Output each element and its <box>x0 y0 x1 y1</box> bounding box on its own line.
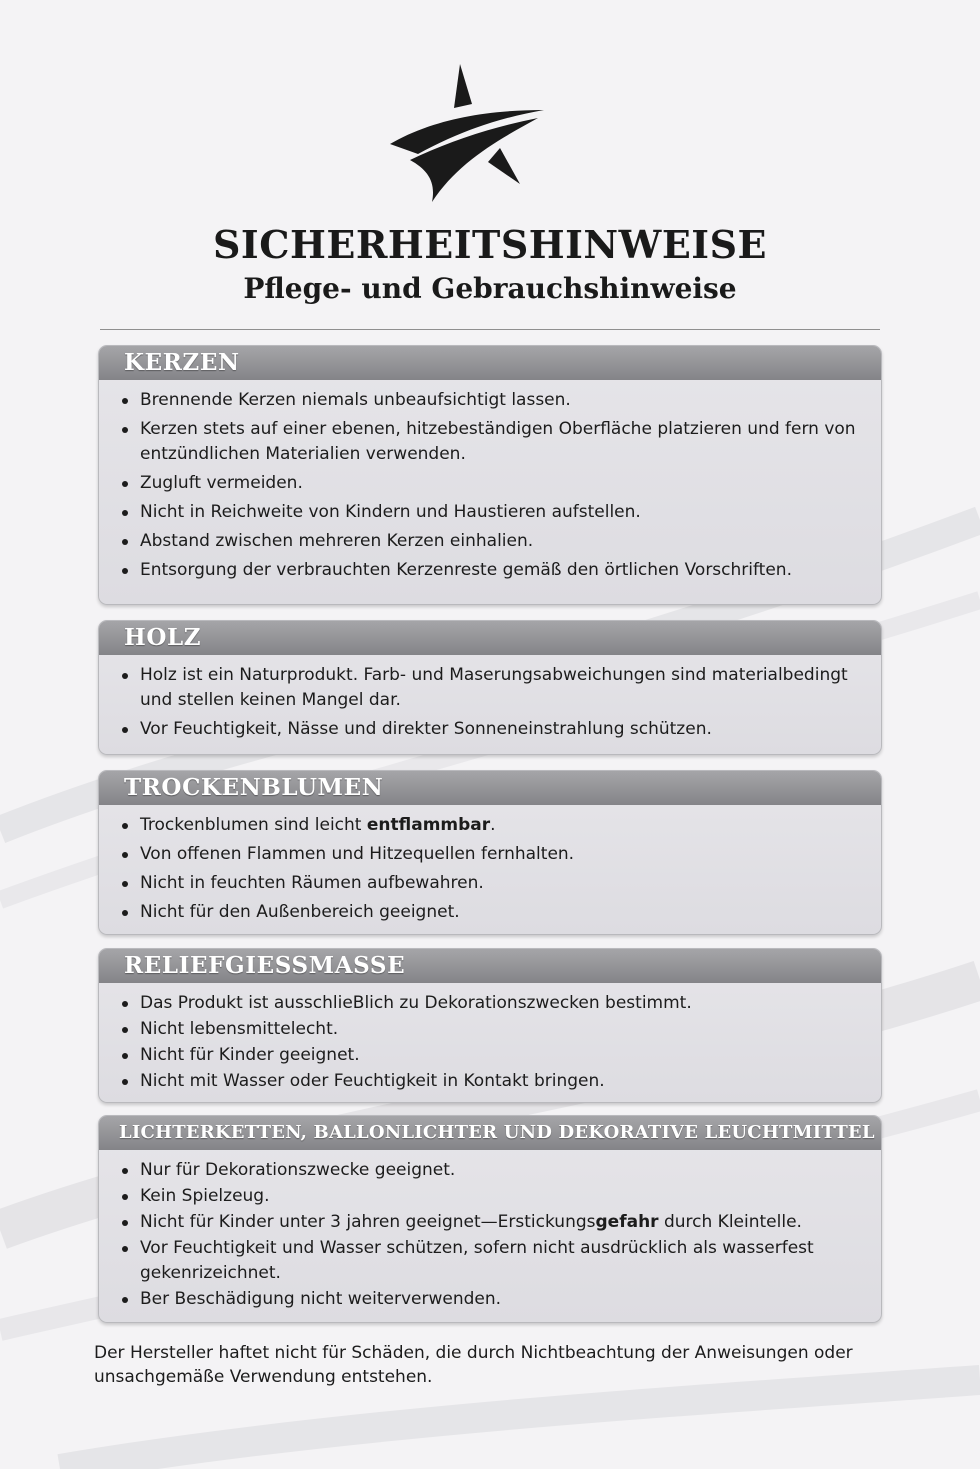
list-item: Holz ist ein Naturprodukt. Farb- und Maserungsabweichungen sind materialbedingt und stellen keinen Mangel dar. <box>140 663 861 713</box>
section-kerzen <box>98 345 882 605</box>
lichter-list <box>99 1150 881 1312</box>
section-heading: LICHTERKETTEN, BALLONLICHTER UND DEKORATIVE LEUCHTMITTEL <box>99 1116 881 1150</box>
page-title: SICHERHEITSHINWEISE <box>212 222 767 267</box>
list-item: Zugluft vermeiden. <box>140 471 861 496</box>
star-swoosh-logo <box>388 62 548 210</box>
section-heading: RELIEFGIESSMASSE <box>99 949 881 983</box>
section-heading: KERZEN <box>99 346 881 380</box>
section-reliefgiessmasse <box>98 948 882 1103</box>
list-item: Ber Beschädigung nicht weiterverwenden. <box>140 1287 861 1312</box>
list-item: Kein Spielzeug. <box>140 1184 861 1209</box>
list-item <box>140 813 861 838</box>
liability-disclaimer: Der Hersteller haftet nicht für Schäden, die durch Nichtbeachtung der Anweisungen oder unsachgemäße Verwendung entstehen. <box>94 1343 853 1387</box>
list-item: Vor Feuchtigkeit und Wasser schützen, sofern nicht ausdrücklich als wasserfest gekenrizeichnet. <box>140 1236 861 1286</box>
list-item: Abstand zwischen mehreren Kerzen einhalien. <box>140 529 861 554</box>
item-text: Nicht für Kinder unter 3 jahren geeignet—Erstickungs <box>140 1212 596 1232</box>
list-item: Nicht in feuchten Räumen aufbewahren. <box>140 871 861 896</box>
kerzen-list <box>99 380 881 583</box>
item-text: durch Kleintelle. <box>658 1212 802 1232</box>
list-item: Das Produkt ist ausschlieBlich zu Dekorationszwecken bestimmt. <box>140 991 861 1016</box>
section-lichterketten <box>98 1115 882 1323</box>
list-item: Nur für Dekorationszwecke geeignet. <box>140 1158 861 1183</box>
list-item: Nicht für den Außenbereich geeignet. <box>140 900 861 925</box>
list-item: Nicht in Reichweite von Kindern und Haustieren aufstellen. <box>140 500 861 525</box>
emphasis-text: gefahr <box>595 1212 659 1232</box>
list-item: Kerzen stets auf einer ebenen, hitzebeständigen Oberfläche platzieren und fern von entzündlichen Materialien verwenden. <box>140 417 861 467</box>
section-holz <box>98 620 882 755</box>
relief-list <box>99 983 881 1094</box>
list-item <box>140 1210 861 1235</box>
emphasis-text: entflammbar <box>366 815 491 835</box>
list-item: Nicht für Kinder geeignet. <box>140 1043 861 1068</box>
holz-list <box>99 655 881 742</box>
title-divider <box>100 329 880 330</box>
section-heading: TROCKENBLUMEN <box>99 771 881 805</box>
list-item: Entsorgung der verbrauchten Kerzenreste gemäß den örtlichen Vorschriften. <box>140 558 861 583</box>
list-item: Brennende Kerzen niemals unbeaufsichtigt lassen. <box>140 388 861 413</box>
item-text: Trockenblumen sind leicht <box>140 815 367 835</box>
list-item: Vor Feuchtigkeit, Nässe und direkter Sonneneinstrahlung schützen. <box>140 717 861 742</box>
section-heading: HOLZ <box>99 621 881 655</box>
list-item: Von offenen Flammen und Hitzequellen fernhalten. <box>140 842 861 867</box>
page-subtitle: Pflege- und Gebrauchshinweise <box>243 272 737 305</box>
section-trockenblumen <box>98 770 882 935</box>
trockenblumen-list <box>99 805 881 925</box>
item-text: . <box>490 815 496 835</box>
list-item: Nicht lebensmittelecht. <box>140 1017 861 1042</box>
list-item: Nicht mit Wasser oder Feuchtigkeit in Kontakt bringen. <box>140 1069 861 1094</box>
